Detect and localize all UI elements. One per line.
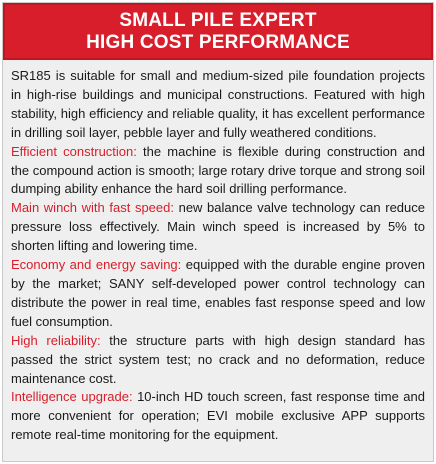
feature-text: 10-inch HD touch screen, fast response time and more convenient for operation; EVI mobile exclusive APP supports remote real-time monitoring for the equipment. bbox=[11, 389, 425, 443]
feature-title: High reliability: bbox=[11, 332, 101, 348]
feature-title: Main winch with fast speed: bbox=[11, 200, 174, 216]
feature-efficient-construction bbox=[11, 143, 425, 200]
feature-main-winch bbox=[11, 199, 425, 256]
spec-card bbox=[2, 2, 434, 462]
feature-title: Economy and energy saving: bbox=[11, 257, 182, 273]
feature-text: new balance valve technology can reduce pressure loss effectively. Main winch speed is increased by 5% to shorten lifting and lowering time. bbox=[11, 200, 425, 254]
header-line-2: HIGH COST PERFORMANCE bbox=[86, 32, 350, 53]
feature-text: equipped with the durable engine proven by the market; SANY self-developed power control technology can distribute the power in real time, enables fast response speed and low fuel consumption. bbox=[11, 257, 425, 329]
description-body bbox=[3, 60, 433, 445]
feature-title: Intelligence upgrade: bbox=[11, 389, 133, 405]
feature-text: the structure parts with high design standard has passed the strict system test; no crack and no deformation, reduce maintenance cost. bbox=[11, 332, 425, 386]
header-line-1: SMALL PILE EXPERT bbox=[119, 10, 317, 31]
feature-high-reliability bbox=[11, 332, 425, 389]
feature-economy-energy bbox=[11, 256, 425, 332]
feature-text: the machine is flexible during construction and the compound action is smooth; large rotary drive torque and strong soil dumping ability enhance the hard soil drilling performance. bbox=[11, 143, 425, 197]
header-banner bbox=[3, 3, 433, 60]
intro-paragraph: SR185 is suitable for small and medium-sized pile foundation projects in high-rise buildings and municipal constructions. Featured with high stability, high efficiency and reliable quality, it has excellent performance in drilling soil layer, pebble layer and fully weathered conditions. bbox=[11, 68, 425, 140]
feature-intelligence-upgrade bbox=[11, 388, 425, 445]
feature-title: Efficient construction: bbox=[11, 143, 137, 159]
